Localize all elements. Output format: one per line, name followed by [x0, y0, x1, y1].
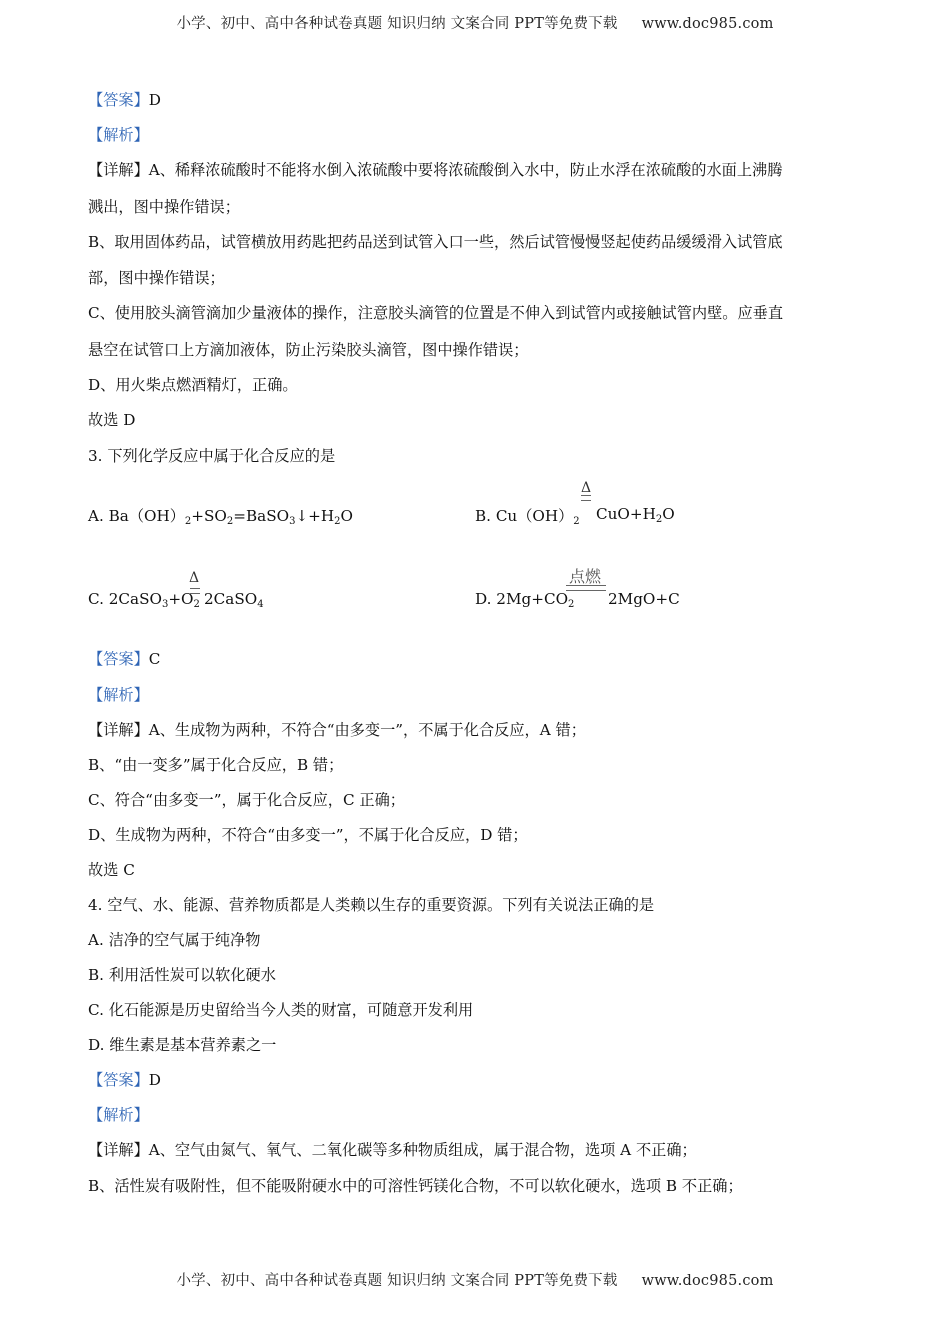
answer-value: C: [148, 650, 161, 668]
q4-detail-line: 【详解】A、空气由氮气、氧气、二氧化碳等多种物质组成，属于混合物，选项 A 不正确；: [88, 1141, 697, 1159]
detail-tag: 【详解】: [88, 721, 149, 739]
q3-option-c: C. $2CaSO_3+O_2$: [88, 590, 200, 610]
q3-option-b-product: $CuO+H_2O$: [596, 505, 675, 525]
header-text: 小学、初中、高中各种试卷真题 知识归纳 文案合同 PPT等免费下载: [176, 16, 618, 32]
q2-detail-line: B、取用固体药品，试管横放用药匙把药品送到试管入口一些，然后试管慢慢竖起使药品缓缓滑入试管底: [88, 233, 783, 251]
q2-conclusion: 故选 D: [88, 411, 136, 429]
q3-detail-line: 【详解】A、生成物为两种，不符合“由多变一”，不属于化合反应，A 错；: [88, 721, 586, 739]
q4-answer: [88, 1070, 161, 1090]
q4-option: C. 化石能源是历史留给当今人类的财富，可随意开发利用: [88, 1001, 474, 1019]
q3-option-d-product: 2MgO+C: [608, 590, 680, 608]
q4-stem: 4. 空气、水、能源、营养物质都是人类赖以生存的重要资源。下列有关说法正确的是: [88, 896, 655, 914]
q2-detail-line: D、用火柴点燃酒精灯，正确。: [88, 376, 298, 394]
detail-tag: 【详解】: [88, 1141, 149, 1159]
q4-detail-line: B、活性炭有吸附性，但不能吸附硬水中的可溶性钙镁化合物，不可以软化硬水，选项 B 不正确；: [88, 1177, 743, 1195]
answer-value: D: [148, 1071, 161, 1089]
q3-detail-line: C、符合“由多变一”，属于化合反应，C 正确；: [88, 791, 405, 809]
q2-analysis-tag: 【解析】: [88, 126, 149, 144]
answer-tag: 【答案】: [88, 1071, 149, 1089]
q3-conclusion: 故选 C: [88, 861, 135, 879]
equals-sign: [190, 588, 200, 594]
q2-detail-line: C、使用胶头滴管滴加少量液体的操作，注意胶头滴管的位置是不伸入到试管内或接触试管内壁。应垂直: [88, 304, 784, 322]
answer-tag: 【答案】: [88, 650, 149, 668]
q4-option: B. 利用活性炭可以软化硬水: [88, 966, 276, 984]
q2-detail-line: 【详解】A、稀释浓硫酸时不能将水倒入浓硫酸中要将浓硫酸倒入水中，防止水浮在浓硫酸的水面上沸腾: [88, 161, 783, 179]
q3-option-d: D. $2Mg+CO_2$: [475, 590, 575, 610]
q3-option-b: B. $Cu(OH)_2$: [475, 507, 580, 527]
q3-answer: [88, 649, 160, 669]
q4-option: D. 维生素是基本营养素之一: [88, 1036, 277, 1054]
q4-analysis-tag: 【解析】: [88, 1106, 149, 1124]
header-site: www.doc985.com: [641, 16, 774, 32]
q3-detail-line: B、“由一变多”属于化合反应，B 错；: [88, 756, 344, 774]
equals-sign: [581, 495, 591, 501]
detail-tag: 【详解】: [88, 161, 149, 179]
heating-condition: Δ: [188, 570, 200, 586]
q3-option-a: A. $Ba(OH)_2+SO_2=BaSO_3↓+H_2O$: [88, 507, 353, 527]
equals-sign: [566, 585, 606, 591]
q3-analysis-tag: 【解析】: [88, 686, 149, 704]
answer-value: D: [148, 91, 161, 109]
footer-site: www.doc985.com: [641, 1273, 774, 1289]
heating-condition: Δ: [580, 480, 592, 496]
page-header: [0, 12, 950, 33]
q2-detail-line: 悬空在试管口上方滴加液体，防止污染胶头滴管，图中操作错误；: [88, 341, 529, 359]
q3-detail-line: D、生成物为两种，不符合“由多变一”，不属于化合反应，D 错；: [88, 826, 528, 844]
q4-option: A. 洁净的空气属于纯净物: [88, 931, 261, 949]
q2-detail-line: 部，图中操作错误；: [88, 269, 225, 287]
answer-tag: 【答案】: [88, 91, 149, 109]
q2-detail-line: 溅出，图中操作错误；: [88, 198, 240, 216]
q2-answer: [88, 90, 161, 110]
ignition-condition: 点燃: [568, 567, 601, 586]
page-footer: [0, 1269, 950, 1290]
q3-option-c-product: 2CaSO$_4$: [204, 590, 264, 610]
q3-stem: 3. 下列化学反应中属于化合反应的是: [88, 447, 336, 465]
footer-text: 小学、初中、高中各种试卷真题 知识归纳 文案合同 PPT等免费下载: [176, 1273, 618, 1289]
